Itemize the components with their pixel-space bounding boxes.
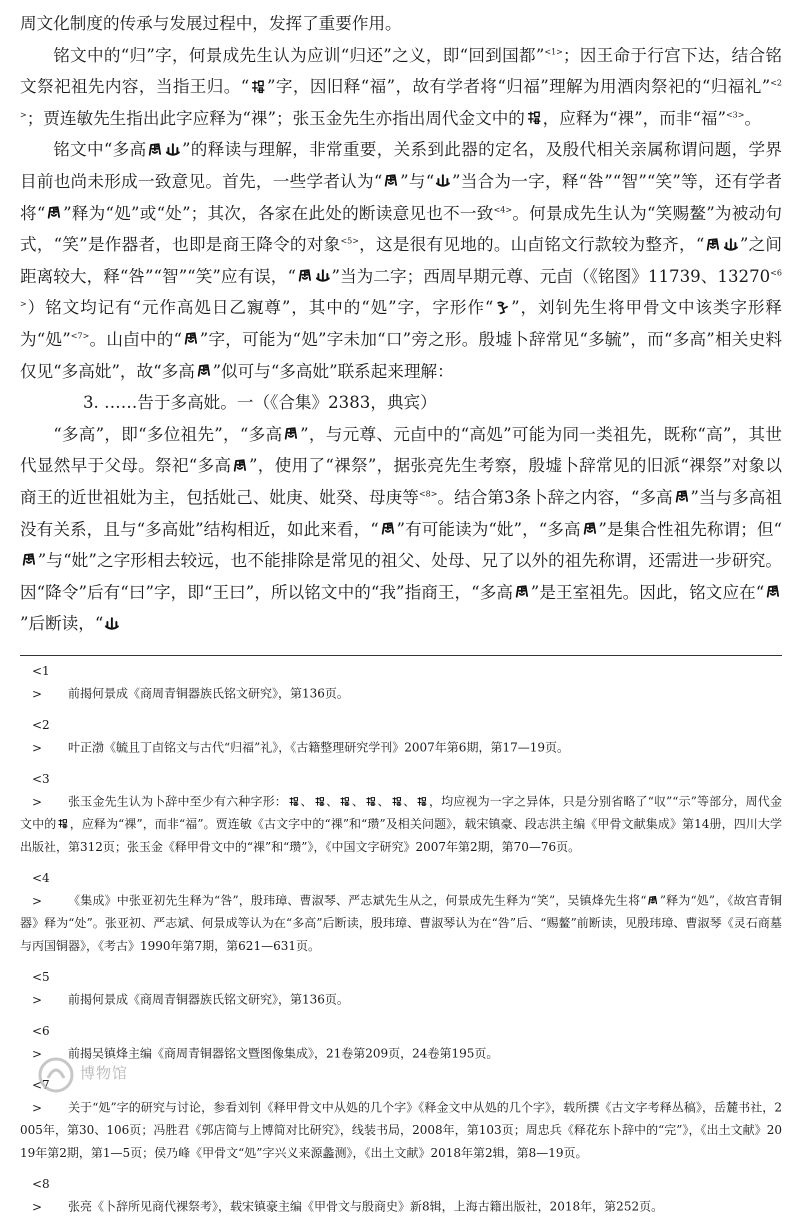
glyph-fu-icon — [250, 79, 266, 94]
footnote-number: <7> — [32, 1078, 50, 1115]
footnote-ref[interactable]: <4> — [493, 205, 513, 215]
text-run: 《集成》中张亚初先生释为“咎”，殷玮璋、曹淑琴、严志斌先生从之，何景成先生释为“笑”，吴镇烽先生将“ — [68, 893, 647, 908]
footnote-number: <6> — [32, 1024, 50, 1061]
text-run: 。结合第3条卜辞之内容，“多高 — [437, 487, 673, 507]
text-run: ”有可能读为“妣”，“多高 — [396, 519, 581, 539]
footnote-divider — [20, 655, 782, 656]
footnote-ref[interactable]: <8> — [418, 489, 438, 499]
text-run: 前揭何景成《商周青铜器族氏铭文研究》，第136页。 — [68, 686, 349, 701]
glyph-a-icon — [297, 268, 313, 283]
watermark-text: 博物馆 — [80, 1064, 129, 1082]
footnote-number: <1> — [32, 664, 50, 701]
glyph-b-icon — [435, 173, 451, 188]
footnote-ref[interactable]: <7> — [70, 331, 90, 341]
text-run: 叶正渤《毓且丁卣铭文与古代“归福”礼》，《古籍整理研究学刊》2007年第6期，第17—19页。 — [68, 740, 569, 755]
text-run: ”当与多高祖没有关系，且与“多高妣”结构相近，如此来看，“ — [20, 487, 783, 539]
text-run: 张亮《卜辞所见商代裸祭考》，载宋镇豪主编《甲骨文与殷商史》新8辑，上海古籍出版社，2018年，第252页。 — [68, 1199, 664, 1214]
text-run: ”是集合性祖先称谓；但“ — [598, 519, 783, 539]
text-run: 。 — [744, 108, 762, 128]
glyph-a-icon — [765, 584, 781, 599]
text-run: ，应释为“祼”，而非“福” — [542, 108, 726, 128]
footnote-number: <2> — [32, 718, 50, 755]
text-run: ”是王室祖先。因此，铭文应在“ — [530, 582, 765, 602]
glyph-a-icon — [514, 584, 530, 599]
glyph-fu-icon — [416, 796, 427, 807]
glyph-a-icon — [674, 489, 690, 504]
text-run: 前揭何景成《商周青铜器族氏铭文研究》，第136页。 — [68, 992, 349, 1007]
glyph-fu-icon — [339, 796, 350, 807]
text-run: “多高”，即“多位祖先”，“多高 — [53, 424, 283, 444]
footnotes — [20, 660, 782, 1227]
glyph-a-icon — [383, 173, 399, 188]
glyph-b-icon — [104, 616, 120, 631]
text-run: ”释为“処”或“处”；其次，各家在此处的断读意见也不一致 — [63, 203, 494, 223]
glyph-a-icon — [46, 205, 62, 220]
glyph-a-icon — [647, 895, 658, 906]
text-run: 、 — [377, 794, 390, 809]
glyph-b-icon — [723, 237, 739, 252]
watermark-logo — [36, 1056, 176, 1094]
text-run: 关于“処”字的研究与讨论，参看刘钊《释甲骨文中从処的几个字》《释金文中从処的几个字》，载所撰《古文字考释丛稿》，岳麓书社，2005年，第30、106页；冯胜君《郭店简与上博简对比研究》，线装书局，2008年，第103页；周忠兵《释花东卜辞中的“完”》，《出土文献》2019年第2期，第1—5页；侯乃峰《甲骨文“処”字兴义来源蠡测》，《出土文献》2018年第2辑，第8—19页。 — [20, 1100, 782, 1160]
glyph-b-icon — [315, 268, 331, 283]
text-run: ）铭文均记有“元作高処日乙寴尊”，其中的“処”字，字形作“ — [26, 298, 494, 318]
text-run: 张玉金先生认为卜辞中至少有六种字形： — [68, 794, 287, 809]
text-run: ，应释为“祼”，而非“福”。贾连敏《古文字中的“祼”和“瓒”及相关问题》，载宋镇豪、段志洪主编《甲骨文献集成》第14册，四川大学出版社，第312页；张玉金《释甲骨文中的“祼”和“瓒”》，《中国文字研究》2007年第2期，第70—76页。 — [20, 817, 782, 854]
text-run: ”字，可能为“処”字未加“口”旁之形。殷墟卜辞常见“多毓”，而“多高”相关史料仅见“多高妣”，故“多高 — [20, 329, 783, 381]
glyph-a-icon — [232, 458, 248, 473]
text-run: 、 — [403, 794, 416, 809]
text-run: ”，使用了“祼祭”，据张亮先生考察，殷墟卜辞常见的旧派“祼祭”对象以商王的近世祖妣为主，包括妣己、妣庚、妣癸、母庚等 — [20, 456, 782, 507]
glyph-fu-icon — [314, 796, 325, 807]
body-paragraph — [20, 419, 782, 640]
footnote-ref[interactable]: <5> — [340, 236, 359, 246]
text-run: ；因王命于行宫下达，结合铭文祭祀祖先内容，当指王归。“ — [20, 45, 782, 97]
text-run: ”，与元尊、元卣中的“高処”可能为同一类祖先，既称“高”，其世代显然早于父母。祭祀“多高 — [20, 424, 782, 476]
glyph-a-icon — [183, 331, 199, 346]
footnote-item — [20, 1173, 782, 1218]
footnote-number: <4> — [32, 871, 50, 908]
glyph-a-icon — [147, 142, 163, 157]
body-paragraph — [20, 134, 782, 387]
glyph-fu-icon — [526, 110, 542, 125]
text-run: ”释为“処”，《故宫青铜器》释为“处”。张亚初、严志斌、何景成等认为在“多高”后断读，殷玮璋、曹淑琴认为在“咎”后、“赐鳌”前断读，见殷玮璋、曹淑琴《灵石商墓与丙国铜器》，《考古》1990年第7期，第621—631页。 — [20, 893, 782, 953]
body-text — [20, 8, 782, 640]
text-run: 铭文中的“归”字，何景成先生认为应训“归还”之义，即“回到国都” — [53, 45, 545, 65]
text-run: 、 — [351, 794, 365, 809]
text-run: ”与“ — [400, 171, 435, 191]
footnote-item — [20, 867, 782, 957]
text-run: ”当为二字；西周早期元尊、元卣（《铭图》11739、13270 — [331, 266, 771, 286]
footnote-ref[interactable]: <2> — [20, 78, 782, 120]
text-run: 、 — [300, 794, 313, 809]
text-run: ，这是很有见地的。山卣铭文行款较为整齐，“ — [358, 235, 705, 255]
footnote-ref[interactable]: <3> — [725, 110, 745, 120]
text-run: 、 — [326, 794, 339, 809]
footnote-ref[interactable]: <1> — [544, 47, 563, 57]
glyph-fu-icon — [57, 818, 68, 829]
text-run: ”与“妣”之字形相去较远，也不能排除是常见的祖父、处母、兄了以外的祖先称谓，还需进一步研究。因“降令”后有“曰”字，即“王曰”，所以铭文中的“我”指商王，“多高 — [20, 551, 782, 602]
glyph-a-icon — [582, 521, 598, 536]
text-run: ”似可与“多高妣”联系起来理解： — [212, 361, 454, 381]
glyph-fu-icon — [365, 796, 376, 807]
text-run: ”的释读与理解，非常重要，关系到此器的定名，及殷代相关亲属称谓问题，学界目前也尚未形成一致意见。首先，一些学者认为“ — [20, 140, 783, 191]
text-run: ，均应视为一字之异体，只是分别省略了“収”“示”等部分，周代金文中的 — [20, 794, 782, 831]
text-run: 铭文中“多高 — [53, 140, 147, 160]
text-run: ”，刘钊先生将甲骨文中该类字形释为“処” — [20, 298, 783, 349]
glyph-c-icon — [494, 300, 510, 315]
glyph-fu-icon — [391, 796, 402, 807]
footnote-item — [20, 768, 782, 858]
glyph-a-icon — [21, 552, 37, 567]
footnote-ref[interactable]: <6> — [20, 268, 782, 309]
body-paragraph — [20, 40, 782, 135]
text-run: ”后断读，“ — [20, 614, 104, 634]
watermark-logo-icon — [36, 1056, 76, 1094]
footnote-number: <3> — [32, 772, 50, 809]
footnote-number: <5> — [32, 970, 50, 1007]
glyph-fu-icon — [288, 796, 299, 807]
text-run: 。何景成先生认为“笑赐鳌”为被动句式，“笑”是作器者，也即是商王降令的对象 — [20, 203, 783, 255]
glyph-a-icon — [705, 237, 721, 252]
footnote-item — [20, 714, 782, 759]
text-run: ；贾连敏先生指出此字应释为“祼”；张玉金先生亦指出周代金文中的 — [26, 108, 525, 128]
text-run: 周文化制度的传承与发展过程中，发挥了重要作用。 — [20, 14, 402, 33]
glyph-a-icon — [283, 426, 299, 441]
glyph-a-icon — [196, 363, 212, 378]
text-run: 前揭吴镇烽主编《商周青铜器铭文暨图像集成》，21卷第209页，24卷第195页。 — [68, 1046, 499, 1061]
footnote-item — [20, 966, 782, 1011]
text-run: 。山卣中的“ — [89, 329, 183, 349]
footnote-item — [20, 660, 782, 705]
glyph-b-icon — [165, 142, 181, 157]
text-run: ”之间距离较大，释“咎”“智”“笑”应有误，“ — [20, 235, 783, 286]
oracle-inscription-quote — [20, 387, 782, 419]
text-run: 3. ……告于多高妣。一（《合集》2383，典宾） — [83, 393, 437, 413]
text-run: ”当合为一字，释“咎”“智”“笑”等，还有学者将“ — [20, 171, 782, 223]
footnote-number: <8> — [32, 1177, 50, 1214]
body-paragraph — [20, 8, 782, 40]
text-run: ”字，因旧释“福”，故有学者将“归福”理解为用酒肉祭祀的“归福礼” — [267, 77, 771, 97]
glyph-a-icon — [380, 521, 396, 536]
